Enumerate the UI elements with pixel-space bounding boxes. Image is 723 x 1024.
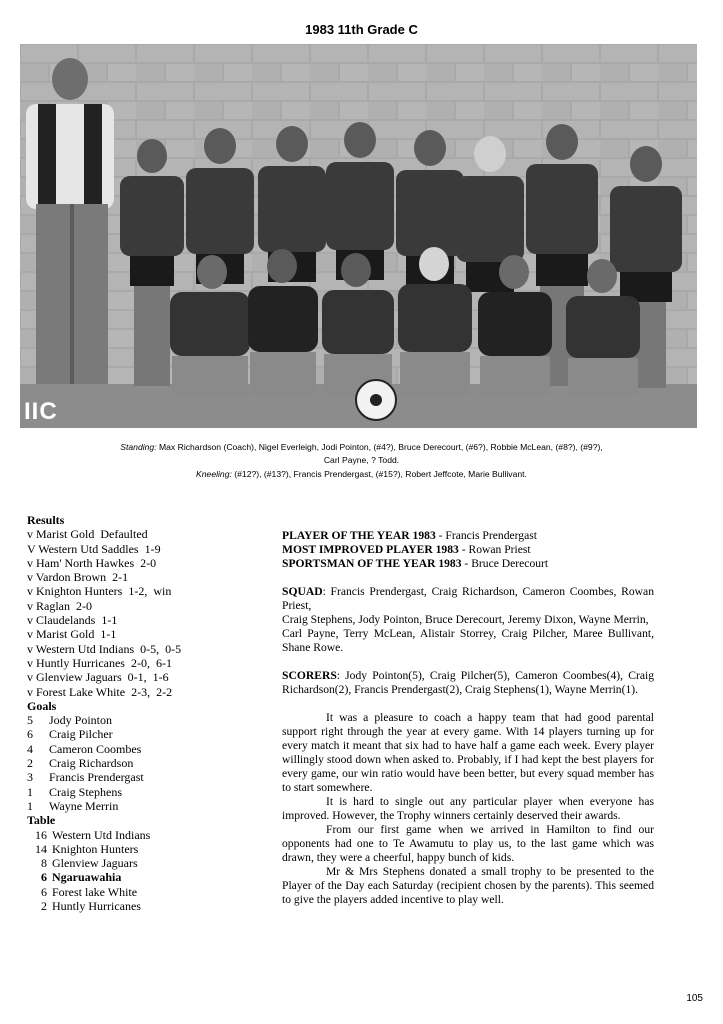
goal-item (27, 770, 267, 784)
goal-name: Cameron Coombes (49, 741, 142, 756)
goal-name: Craig Pilcher (49, 727, 113, 742)
goal-name: Jody Pointon (49, 713, 113, 728)
result-item: v Raglan 2-0 (27, 598, 92, 613)
coach-figure (26, 58, 114, 384)
result-item: v Marist Gold 1-1 (27, 627, 117, 642)
result-item: v Forest Lake White 2-3, 2-2 (27, 684, 173, 699)
table-row (27, 842, 267, 856)
table-team: Knighton Hunters (52, 841, 139, 856)
result-item: v Western Utd Indians 0-5, 0-5 (27, 641, 182, 656)
squad-label: SQUAD (282, 585, 323, 598)
table-points: 2 (41, 899, 47, 914)
stats-column (27, 513, 267, 913)
table-team: Ngaruawahia (52, 870, 122, 885)
kneeling-names: (#12?), (#13?), Francis Prendergast, (#15?), Robert Jeffcote, Marie Bullivant. (234, 469, 527, 479)
table-row (27, 899, 267, 913)
goal-count: 2 (27, 756, 33, 771)
goal-count: 1 (27, 798, 33, 813)
award-improved-value: - Rowan Priest (458, 543, 531, 556)
table-points: 8 (41, 856, 47, 871)
result-item: v Glenview Jaguars 0-1, 1-6 (27, 670, 169, 685)
table-team: Western Utd Indians (52, 827, 151, 842)
award-sportsman-label: SPORTSMAN OF THE YEAR 1983 (282, 557, 462, 570)
squad-line-3: Carl Payne, Terry McLean, Alistair Storrey, Craig Pilcher, Maree Bullivant, Shane Rowe. (282, 627, 654, 654)
caption-standing-cont: Carl Payne, ? Todd. (323, 455, 400, 465)
table-row (27, 828, 267, 842)
report-paragraph: From our first game when we arrived in Hamilton to find our opponents had one to Te Awamutu to play us, to the last game which was drawn, they were a cheerful, happy bunch of kids. (282, 823, 654, 864)
result-item: v Claudelands 1-1 (27, 613, 118, 628)
award-player (282, 529, 654, 543)
goal-item (27, 742, 267, 756)
table-team: Glenview Jaguars (52, 856, 138, 871)
table-points: 6 (41, 884, 47, 899)
caption-standing (30, 441, 693, 453)
page-number: 105 (686, 993, 703, 1004)
table-team: Forest lake White (52, 884, 138, 899)
award-player-label: PLAYER OF THE YEAR 1983 (282, 529, 436, 542)
team-mark: IIC (24, 398, 58, 425)
table-heading: Table (27, 813, 56, 828)
result-item: v Vardon Brown 2-1 (27, 570, 129, 585)
table-row-highlighted (27, 870, 267, 884)
team-photo (20, 44, 697, 428)
award-sportsman (282, 557, 654, 571)
report-paragraph: Mr & Mrs Stephens donated a small trophy to be presented to the Player of the Day each Saturday (recipient chosen by the parents). This seemed to give the players added incentive to play well. (282, 865, 654, 906)
results-heading: Results (27, 513, 65, 527)
goal-item (27, 756, 267, 770)
goal-count: 4 (27, 741, 33, 756)
award-player-value: - Francis Prendergast (435, 529, 537, 542)
report-paragraph: It was a pleasure to coach a happy team that had good parental support right through the year at every game. With 14 players turning up for every match it meant that six had to have half a game each week. Every player willingly stood down when asked to. Probably, if I had kept the best players for every game, our win ratio would have been better, but every squad member has to start somewhere. (282, 711, 654, 794)
table-points: 16 (35, 827, 47, 842)
goal-name: Wayne Merrin (49, 798, 119, 813)
scorers-label: SCORERS (282, 669, 337, 682)
goal-count: 1 (27, 784, 33, 799)
result-item: V Western Utd Saddles 1-9 (27, 541, 161, 556)
report-column (282, 529, 654, 907)
table-row (27, 885, 267, 899)
goal-item (27, 713, 267, 727)
goal-count: 6 (27, 727, 33, 742)
result-item: v Ham' North Hawkes 2-0 (27, 555, 157, 570)
award-improved (282, 543, 654, 557)
goal-item (27, 799, 267, 813)
page-title: 1983 11th Grade C (305, 22, 418, 37)
award-sportsman-value: - Bruce Derecourt (461, 557, 549, 570)
goal-name: Craig Stephens (49, 784, 122, 799)
scorers-paragraph (282, 669, 654, 697)
goal-name: Craig Richardson (49, 756, 134, 771)
goal-item (27, 727, 267, 741)
standing-label: Standing: (120, 442, 157, 452)
team-photo-image (20, 44, 697, 428)
squad-line-2: Craig Stephens, Jody Pointon, Bruce Derecourt, Jeremy Dixon, Wayne Merrin, (282, 613, 649, 626)
squad-line-1 (282, 585, 654, 613)
scorers-text: : Jody Pointon(5), Craig Pilcher(5), Cameron Coombes(4), Craig Richardson(2), Francis Prendergast(2), Craig Stephens(1), Wayne Merrin(1). (282, 669, 654, 696)
award-improved-label: MOST IMPROVED PLAYER 1983 (282, 543, 459, 556)
table-team: Huntly Hurricanes (52, 899, 141, 914)
goal-count: 3 (27, 770, 33, 785)
goal-count: 5 (27, 713, 33, 728)
result-item: v Marist Gold Defaulted (27, 527, 148, 542)
table-row (27, 856, 267, 870)
goals-heading: Goals (27, 698, 57, 713)
result-item: v Knighton Hunters 1-2, win (27, 584, 172, 599)
caption-kneeling (30, 468, 693, 480)
kneeling-label: Kneeling: (196, 469, 232, 479)
goal-item (27, 785, 267, 799)
table-points: 14 (35, 841, 47, 856)
result-item: v Huntly Hurricanes 2-0, 6-1 (27, 655, 172, 670)
standing-names: Max Richardson (Coach), Nigel Everleigh, Jodi Pointon, (#4?), Bruce Derecourt, (#6?), Robbie McLean, (#8?), (#9?), (158, 442, 603, 452)
table-points: 6 (41, 870, 47, 885)
report-paragraph: It is hard to single out any particular player when everyone has improved. However, the Trophy winners certainly deserved their awards. (282, 795, 654, 822)
goal-name: Francis Prendergast (49, 770, 144, 785)
squad-text: : Francis Prendergast, Craig Richardson, Cameron Coombes, Rowan Priest, (282, 585, 654, 612)
